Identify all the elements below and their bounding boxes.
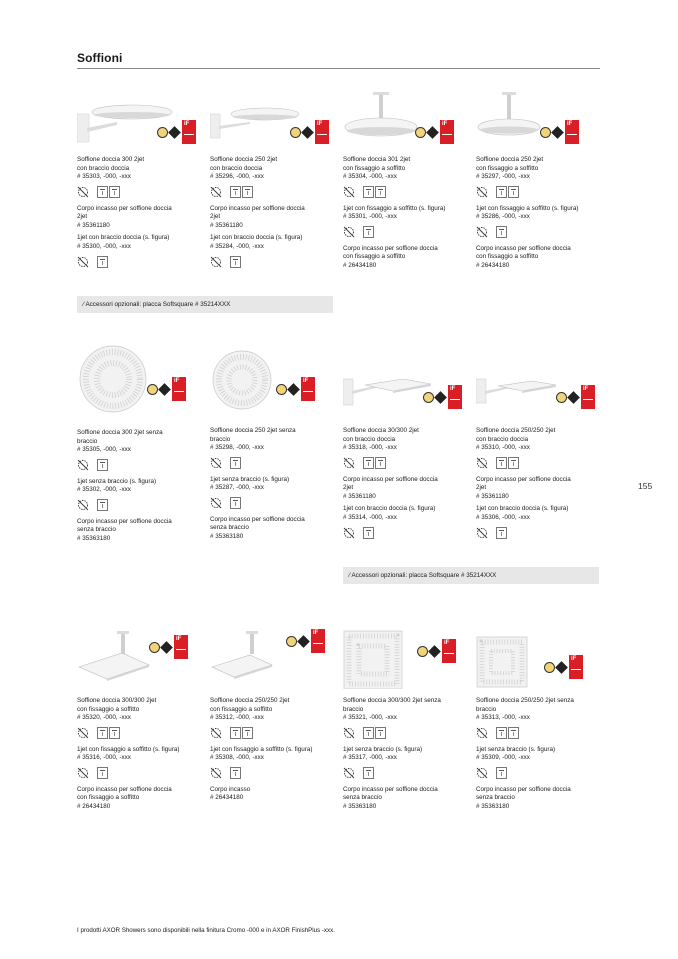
product-card-35297 [476, 92, 602, 270]
optional-accessories-note: ⁄ Accessori opzionali: placca Softsquare # 35214XXX [343, 567, 599, 584]
installation-icon [97, 727, 108, 739]
title-divider [77, 68, 600, 69]
feature-icons [210, 767, 336, 780]
product-code: # 35296, -000, -xxx [210, 173, 264, 180]
footer-note: I prodotti AXOR Showers sono disponibili nella finitura Cromo -000 e in AXOR FinishPlus -xxx. [77, 927, 335, 934]
if-award-icon: iF [174, 635, 188, 659]
feature-icons [476, 186, 602, 199]
award-medal-icon [147, 384, 158, 395]
rough-in-desc: Corpo incasso per soffione doccia [476, 244, 571, 252]
feature-icons [343, 226, 469, 239]
product-variant: braccio [210, 435, 231, 443]
installation-icon [230, 186, 241, 198]
if-award-icon: iF [569, 655, 583, 679]
feature-icons [343, 767, 469, 780]
rough-in-desc: 2jet [343, 484, 354, 491]
product-image [476, 92, 602, 152]
product-name: Soffione doccia 250 2jet [476, 156, 544, 163]
spray-mode-icon [77, 459, 89, 471]
product-variant: braccio [476, 705, 497, 713]
product-card-35313 [476, 625, 602, 811]
round-showerhead-top-view-image [77, 345, 157, 417]
rough-in-code: # 26434180 [77, 802, 111, 810]
award-badges [149, 635, 188, 659]
feature-icons [77, 727, 203, 740]
variant-desc: 1jet con fissaggio a soffitto (s. figura) [343, 204, 446, 212]
variant-code: # 35309, -000, -xxx [476, 754, 530, 761]
rough-in-desc: Corpo incasso per soffione doccia [476, 785, 571, 793]
product-card-35318 [343, 357, 469, 545]
variant-desc: 1jet con fissaggio a soffitto (s. figura) [210, 745, 313, 753]
installation-icon [508, 457, 519, 469]
variant-code: # 35316, -000, -xxx [77, 754, 131, 761]
feature-icons [77, 499, 203, 512]
feature-icons [343, 526, 469, 539]
award-medal-icon [149, 642, 160, 653]
design-award-icon [555, 661, 568, 674]
rough-in-desc: senza braccio [77, 526, 116, 533]
feature-icons [210, 186, 336, 199]
product-code: # 35304, -000, -xxx [343, 173, 397, 180]
variant-desc: 1jet con braccio doccia (s. figura) [476, 505, 569, 512]
installation-icon [375, 186, 386, 198]
variant-code: # 35302, -000, -xxx [77, 486, 131, 493]
rough-in-desc: con fissaggio a soffitto [343, 253, 406, 260]
spray-mode-icon [476, 527, 488, 539]
spray-mode-icon [210, 256, 222, 268]
variant-desc: 1jet con braccio doccia (s. figura) [210, 234, 303, 241]
installation-icon [508, 186, 519, 198]
design-award-icon [287, 383, 300, 396]
installation-icon [363, 767, 374, 779]
installation-icon [109, 727, 120, 739]
product-variant: braccio [77, 437, 98, 445]
if-award-icon: iF [315, 120, 329, 144]
if-award-icon: iF [182, 120, 196, 144]
feature-icons [343, 186, 469, 199]
product-card-35312 [210, 625, 336, 803]
variant-desc: 1jet senza braccio (s. figura) [210, 475, 290, 483]
spray-mode-icon [476, 727, 488, 739]
design-award-icon [301, 126, 314, 139]
if-award-icon: iF [172, 377, 186, 401]
award-medal-icon [417, 646, 428, 657]
rough-in-code: # 35361180 [210, 221, 243, 229]
installation-icon [375, 457, 386, 469]
rough-in-desc: Corpo incasso per soffione doccia [476, 475, 571, 483]
installation-icon [496, 186, 507, 198]
spray-mode-icon [77, 767, 89, 779]
installation-icon [508, 727, 519, 739]
spray-mode-icon [343, 457, 355, 469]
variant-code: # 35284, -000, -xxx [210, 242, 264, 250]
award-badges [157, 120, 196, 144]
page-title: Soffioni [77, 51, 123, 65]
spray-mode-icon [210, 767, 222, 779]
if-award-icon: iF [565, 120, 579, 144]
product-name: Soffione doccia 250/250 2jet [476, 427, 556, 434]
product-name: Soffione doccia 300 2jet [77, 156, 145, 163]
product-variant: con braccio doccia [476, 435, 529, 443]
product-variant: con braccio doccia [343, 435, 396, 443]
rough-in-desc: Corpo incasso per soffione doccia [210, 515, 305, 523]
rough-in-desc: 2jet [77, 213, 88, 220]
product-card-35303 [77, 92, 203, 274]
award-badges [286, 629, 325, 653]
product-code: # 35305, -000, -xxx [77, 446, 131, 453]
product-code: # 35312, -000, -xxx [210, 714, 264, 721]
product-variant: con braccio doccia [210, 164, 263, 172]
product-image [210, 345, 336, 417]
variant-code: # 35287, -000, -xxx [210, 484, 264, 491]
product-code: # 35318, -000, -xxx [343, 444, 397, 451]
rough-in-code: # 26434180 [210, 794, 244, 801]
rough-in-desc: Corpo incasso per soffione doccia [343, 475, 438, 483]
variant-desc: 1jet senza braccio (s. figura) [476, 745, 556, 753]
installation-icon [363, 527, 374, 539]
installation-icon [496, 727, 507, 739]
rough-in-code: # 26434180 [343, 261, 377, 269]
product-card-35321 [343, 625, 469, 811]
product-name: Soffione doccia 300/300 2jet senza [343, 697, 441, 704]
spray-mode-icon [210, 457, 222, 469]
if-award-icon: iF [301, 377, 315, 401]
installation-icon [230, 497, 241, 509]
product-name: Soffione doccia 250/250 2jet senza [476, 697, 574, 704]
product-name: Soffione doccia 250 2jet [210, 156, 278, 163]
if-award-icon: iF [442, 639, 456, 663]
installation-icon [496, 767, 507, 779]
award-medal-icon [276, 384, 287, 395]
feature-icons [210, 457, 336, 470]
rough-in-code: # 35363180 [476, 802, 510, 810]
product-name: Soffione doccia 300 2jet senza [77, 429, 163, 436]
product-code: # 35320, -000, -xxx [77, 714, 131, 721]
product-variant: braccio [343, 705, 364, 713]
rough-in-desc: con fissaggio a soffitto [476, 253, 539, 260]
award-badges [290, 120, 329, 144]
variant-desc: 1jet con braccio doccia (s. figura) [77, 234, 170, 241]
feature-icons [343, 457, 469, 470]
design-award-icon [428, 645, 441, 658]
product-name: Soffione doccia 300/300 2jet [77, 697, 157, 704]
feature-icons [210, 497, 336, 510]
product-variant: con fissaggio a soffitto [476, 164, 539, 172]
feature-icons [476, 727, 602, 740]
if-award-icon: iF [440, 120, 454, 144]
installation-icon [109, 186, 120, 198]
spray-mode-icon [77, 186, 89, 198]
product-code: # 35321, -000, -xxx [343, 714, 397, 721]
award-badges [147, 377, 186, 401]
variant-desc: 1jet con braccio doccia (s. figura) [343, 505, 436, 512]
rough-in-code: # 35363180 [210, 532, 244, 540]
product-name: Soffione doccia 30/300 2jet [343, 427, 419, 434]
variant-code: # 35286, -000, -xxx [476, 213, 530, 220]
spray-mode-icon [343, 767, 355, 779]
spray-mode-icon [210, 497, 222, 509]
if-award-icon: iF [448, 385, 462, 409]
design-award-icon [426, 126, 439, 139]
rough-in-desc: Corpo incasso per soffione doccia [210, 204, 305, 212]
installation-icon [97, 767, 108, 779]
spray-mode-icon [476, 186, 488, 198]
rough-in-desc: senza braccio [343, 794, 382, 801]
if-award-icon: iF [581, 385, 595, 409]
product-name: Soffione doccia 301 2jet [343, 156, 411, 163]
variant-desc: 1jet senza braccio (s. figura) [77, 477, 157, 485]
design-award-icon [168, 126, 181, 139]
product-variant: con fissaggio a soffitto [210, 705, 273, 713]
feature-icons [77, 459, 203, 472]
rough-in-code: # 35361180 [77, 221, 110, 229]
rough-in-desc: Corpo incasso [210, 785, 251, 793]
if-award-icon: iF [311, 629, 325, 653]
variant-desc: 1jet con fissaggio a soffitto (s. figura) [77, 745, 180, 753]
spray-mode-icon [343, 186, 355, 198]
rough-in-desc: con fissaggio a soffitto [77, 794, 140, 801]
variant-code: # 35308, -000, -xxx [210, 754, 264, 761]
installation-icon [363, 457, 374, 469]
rough-in-code: # 35363180 [77, 534, 111, 542]
product-card-35296 [210, 92, 336, 274]
installation-icon [363, 226, 374, 238]
design-award-icon [297, 635, 310, 648]
installation-icon [496, 457, 507, 469]
rough-in-desc: Corpo incasso per soffione doccia [77, 204, 172, 212]
spray-mode-icon [210, 186, 222, 198]
installation-icon [242, 186, 253, 198]
variant-code: # 35300, -000, -xxx [77, 242, 131, 250]
product-image [476, 625, 602, 685]
product-code: # 35297, -000, -xxx [476, 173, 530, 180]
spray-mode-icon [476, 226, 488, 238]
optional-accessories-note: ⁄ Accessori opzionali: placca Softsquare # 35214XXX [77, 296, 333, 313]
rough-in-desc: 2jet [210, 213, 221, 220]
product-code: # 35303, -000, -xxx [77, 173, 131, 180]
variant-code: # 35306, -000, -xxx [476, 513, 530, 521]
feature-icons [77, 767, 203, 780]
spray-mode-icon [343, 727, 355, 739]
award-medal-icon [423, 392, 434, 403]
installation-icon [375, 727, 386, 739]
product-name: Soffione doccia 250/250 2jet [210, 697, 290, 704]
installation-icon [496, 226, 507, 238]
product-code: # 35313, -000, -xxx [476, 714, 530, 721]
award-badges [417, 639, 456, 663]
spray-mode-icon [343, 527, 355, 539]
product-card-35298 [210, 345, 336, 541]
installation-icon [97, 256, 108, 268]
design-award-icon [551, 126, 564, 139]
spray-mode-icon [77, 727, 89, 739]
variant-code: # 35317, -000, -xxx [343, 754, 397, 761]
variant-code: # 35314, -000, -xxx [343, 513, 397, 521]
feature-icons [476, 457, 602, 470]
award-badges [415, 120, 454, 144]
product-variant: con fissaggio a soffitto [77, 705, 140, 713]
award-medal-icon [540, 127, 551, 138]
rough-in-code: # 35361180 [343, 492, 376, 500]
rough-in-desc: senza braccio [210, 524, 249, 531]
installation-icon [363, 186, 374, 198]
spray-mode-icon [343, 226, 355, 238]
product-variant: con braccio doccia [77, 164, 130, 172]
rough-in-desc: senza braccio [476, 794, 515, 801]
feature-icons [77, 255, 203, 268]
spray-mode-icon [77, 499, 89, 511]
rough-in-desc: Corpo incasso per soffione doccia [77, 785, 172, 793]
product-name: Soffione doccia 250 2jet senza [210, 427, 296, 434]
rough-in-code: # 35361180 [476, 492, 509, 500]
award-badges [544, 655, 583, 679]
product-card-35305 [77, 345, 203, 543]
installation-icon [230, 727, 241, 739]
installation-icon [230, 256, 241, 268]
rough-in-code: # 26434180 [476, 261, 510, 269]
award-medal-icon [290, 127, 301, 138]
design-award-icon [158, 383, 171, 396]
feature-icons [210, 255, 336, 268]
award-medal-icon [415, 127, 426, 138]
award-medal-icon [544, 662, 555, 673]
spray-mode-icon [476, 457, 488, 469]
rough-in-desc: Corpo incasso per soffione doccia [343, 244, 438, 252]
installation-icon [97, 186, 108, 198]
variant-desc: 1jet con fissaggio a soffitto (s. figura) [476, 204, 579, 212]
installation-icon [230, 457, 241, 469]
feature-icons [343, 727, 469, 740]
award-medal-icon [556, 392, 567, 403]
design-award-icon [567, 391, 580, 404]
product-card-35310 [476, 357, 602, 545]
award-badges [556, 385, 595, 409]
design-award-icon [160, 641, 173, 654]
feature-icons [476, 526, 602, 539]
award-badges [540, 120, 579, 144]
variant-code: # 35301, -000, -xxx [343, 213, 397, 220]
installation-icon [97, 459, 108, 471]
design-award-icon [434, 391, 447, 404]
installation-icon [242, 727, 253, 739]
award-badges [276, 377, 315, 401]
rough-in-desc: 2jet [476, 484, 487, 491]
product-code: # 35298, -000, -xxx [210, 444, 264, 451]
rough-in-code: # 35363180 [343, 802, 377, 810]
page-number: 155 [638, 481, 653, 491]
feature-icons [476, 226, 602, 239]
feature-icons [210, 727, 336, 740]
installation-icon [496, 527, 507, 539]
installation-icon [363, 727, 374, 739]
spray-mode-icon [210, 727, 222, 739]
product-code: # 35310, -000, -xxx [476, 444, 530, 451]
award-medal-icon [286, 636, 297, 647]
award-medal-icon [157, 127, 168, 138]
feature-icons [77, 186, 203, 199]
product-card-35304 [343, 92, 469, 270]
spray-mode-icon [476, 767, 488, 779]
spray-mode-icon [77, 256, 89, 268]
feature-icons [476, 767, 602, 780]
installation-icon [230, 767, 241, 779]
award-badges [423, 385, 462, 409]
product-card-35320 [77, 625, 203, 811]
product-variant: con fissaggio a soffitto [343, 164, 406, 172]
variant-desc: 1jet senza braccio (s. figura) [343, 745, 423, 753]
rough-in-desc: Corpo incasso per soffione doccia [77, 517, 172, 525]
installation-icon [97, 499, 108, 511]
rough-in-desc: Corpo incasso per soffione doccia [343, 785, 438, 793]
